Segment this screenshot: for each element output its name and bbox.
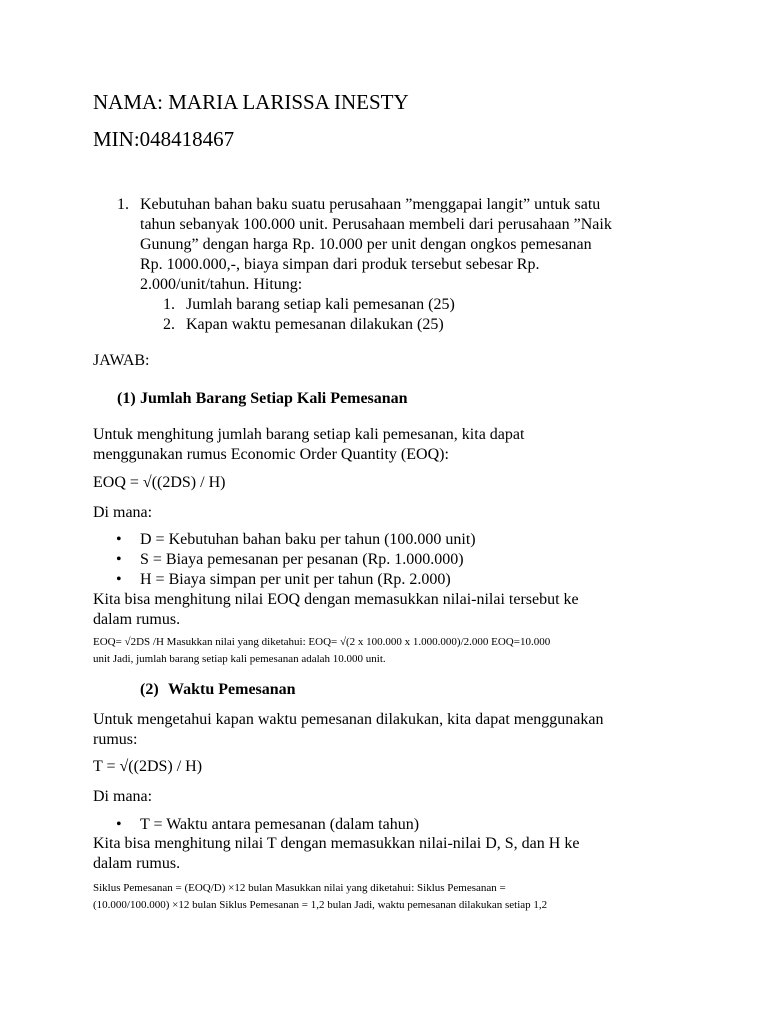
list-item-text: H = Biaya simpan per unit per tahun (Rp. 2.000) xyxy=(140,571,451,588)
section2-after xyxy=(93,834,579,874)
section2-heading: Waktu Pemesanan xyxy=(168,681,296,698)
bullet-icon: • xyxy=(116,531,122,548)
calc-line: Siklus Pemesanan = (EOQ/D) ×12 bulan Masukkan nilai yang diketahui: Siklus Pemesanan = xyxy=(93,882,506,894)
calc-line: unit Jadi, jumlah barang setiap kali pemesanan adalah 10.000 unit. xyxy=(93,653,386,665)
section2-number: (2) xyxy=(140,681,159,698)
bullet-icon: • xyxy=(116,551,122,568)
section2-where: Di mana: xyxy=(93,788,153,805)
after-line: dalam rumus. xyxy=(93,611,181,628)
subitem-text: Jumlah barang setiap kali pemesanan (25) xyxy=(186,296,455,313)
list-item-text: D = Kebutuhan bahan baku per tahun (100.000 unit) xyxy=(140,531,476,548)
bullet-icon: • xyxy=(116,571,122,588)
intro-line: rumus: xyxy=(93,731,138,748)
section2-formula: T = √((2DS) / H) xyxy=(93,758,203,775)
list-item xyxy=(116,570,451,590)
question-line: 2.000/unit/tahun. Hitung: xyxy=(140,276,303,293)
section1-intro xyxy=(93,425,524,465)
bullet-icon: • xyxy=(116,816,122,833)
question-line: tahun sebanyak 100.000 unit. Perusahaan membeli dari perusahaan ”Naik xyxy=(140,216,612,233)
list-item-text: S = Biaya pemesanan per pesanan (Rp. 1.000.000) xyxy=(140,551,464,568)
question-line: Gunung” dengan harga Rp. 10.000 per unit dengan ongkos pemesanan xyxy=(140,236,592,253)
section1-calculation xyxy=(93,634,550,668)
after-line: Kita bisa menghitung nilai EOQ dengan memasukkan nilai-nilai tersebut ke xyxy=(93,591,579,608)
subitem-number: 1. xyxy=(163,296,175,313)
section2-intro xyxy=(93,710,604,750)
question-line: Rp. 1000.000,-, biaya simpan dari produk tersebut sebesar Rp. xyxy=(140,256,540,273)
calc-line: EOQ= √2DS /H Masukkan nilai yang diketahui: EOQ= √(2 x 100.000 x 1.000.000)/2.000 EOQ=10.000 xyxy=(93,636,551,648)
student-name: NAMA: MARIA LARISSA INESTY xyxy=(93,90,409,114)
subitem-number: 2. xyxy=(163,316,175,333)
list-item xyxy=(116,550,464,570)
section1-heading: Jumlah Barang Setiap Kali Pemesanan xyxy=(140,390,408,407)
question-text xyxy=(140,195,612,295)
list-item xyxy=(116,815,420,835)
question-line: Kebutuhan bahan baku suatu perusahaan ”menggapai langit” untuk satu xyxy=(140,196,601,213)
section2-calculation xyxy=(93,880,547,914)
question-number: 1. xyxy=(117,196,129,213)
after-line: dalam rumus. xyxy=(93,855,181,872)
intro-line: Untuk menghitung jumlah barang setiap kali pemesanan, kita dapat xyxy=(93,426,525,443)
student-min: MIN:048418467 xyxy=(93,127,235,151)
after-line: Kita bisa menghitung nilai T dengan memasukkan nilai-nilai D, S, dan H ke xyxy=(93,835,580,852)
section1-after xyxy=(93,590,579,630)
section1-where: Di mana: xyxy=(93,504,153,521)
section1-number: (1) xyxy=(117,390,136,407)
intro-line: menggunakan rumus Economic Order Quantity (EOQ): xyxy=(93,446,449,463)
subitem-text: Kapan waktu pemesanan dilakukan (25) xyxy=(186,316,444,333)
calc-line: (10.000/100.000) ×12 bulan Siklus Pemesanan = 1,2 bulan Jadi, waktu pemesanan dilakukan setiap 1,2 xyxy=(93,899,548,911)
intro-line: Untuk mengetahui kapan waktu pemesanan dilakukan, kita dapat menggunakan xyxy=(93,711,604,728)
list-item-text: T = Waktu antara pemesanan (dalam tahun) xyxy=(140,816,420,833)
list-item xyxy=(116,530,476,550)
answer-label: JAWAB: xyxy=(93,352,150,369)
section1-formula: EOQ = √((2DS) / H) xyxy=(93,474,226,491)
